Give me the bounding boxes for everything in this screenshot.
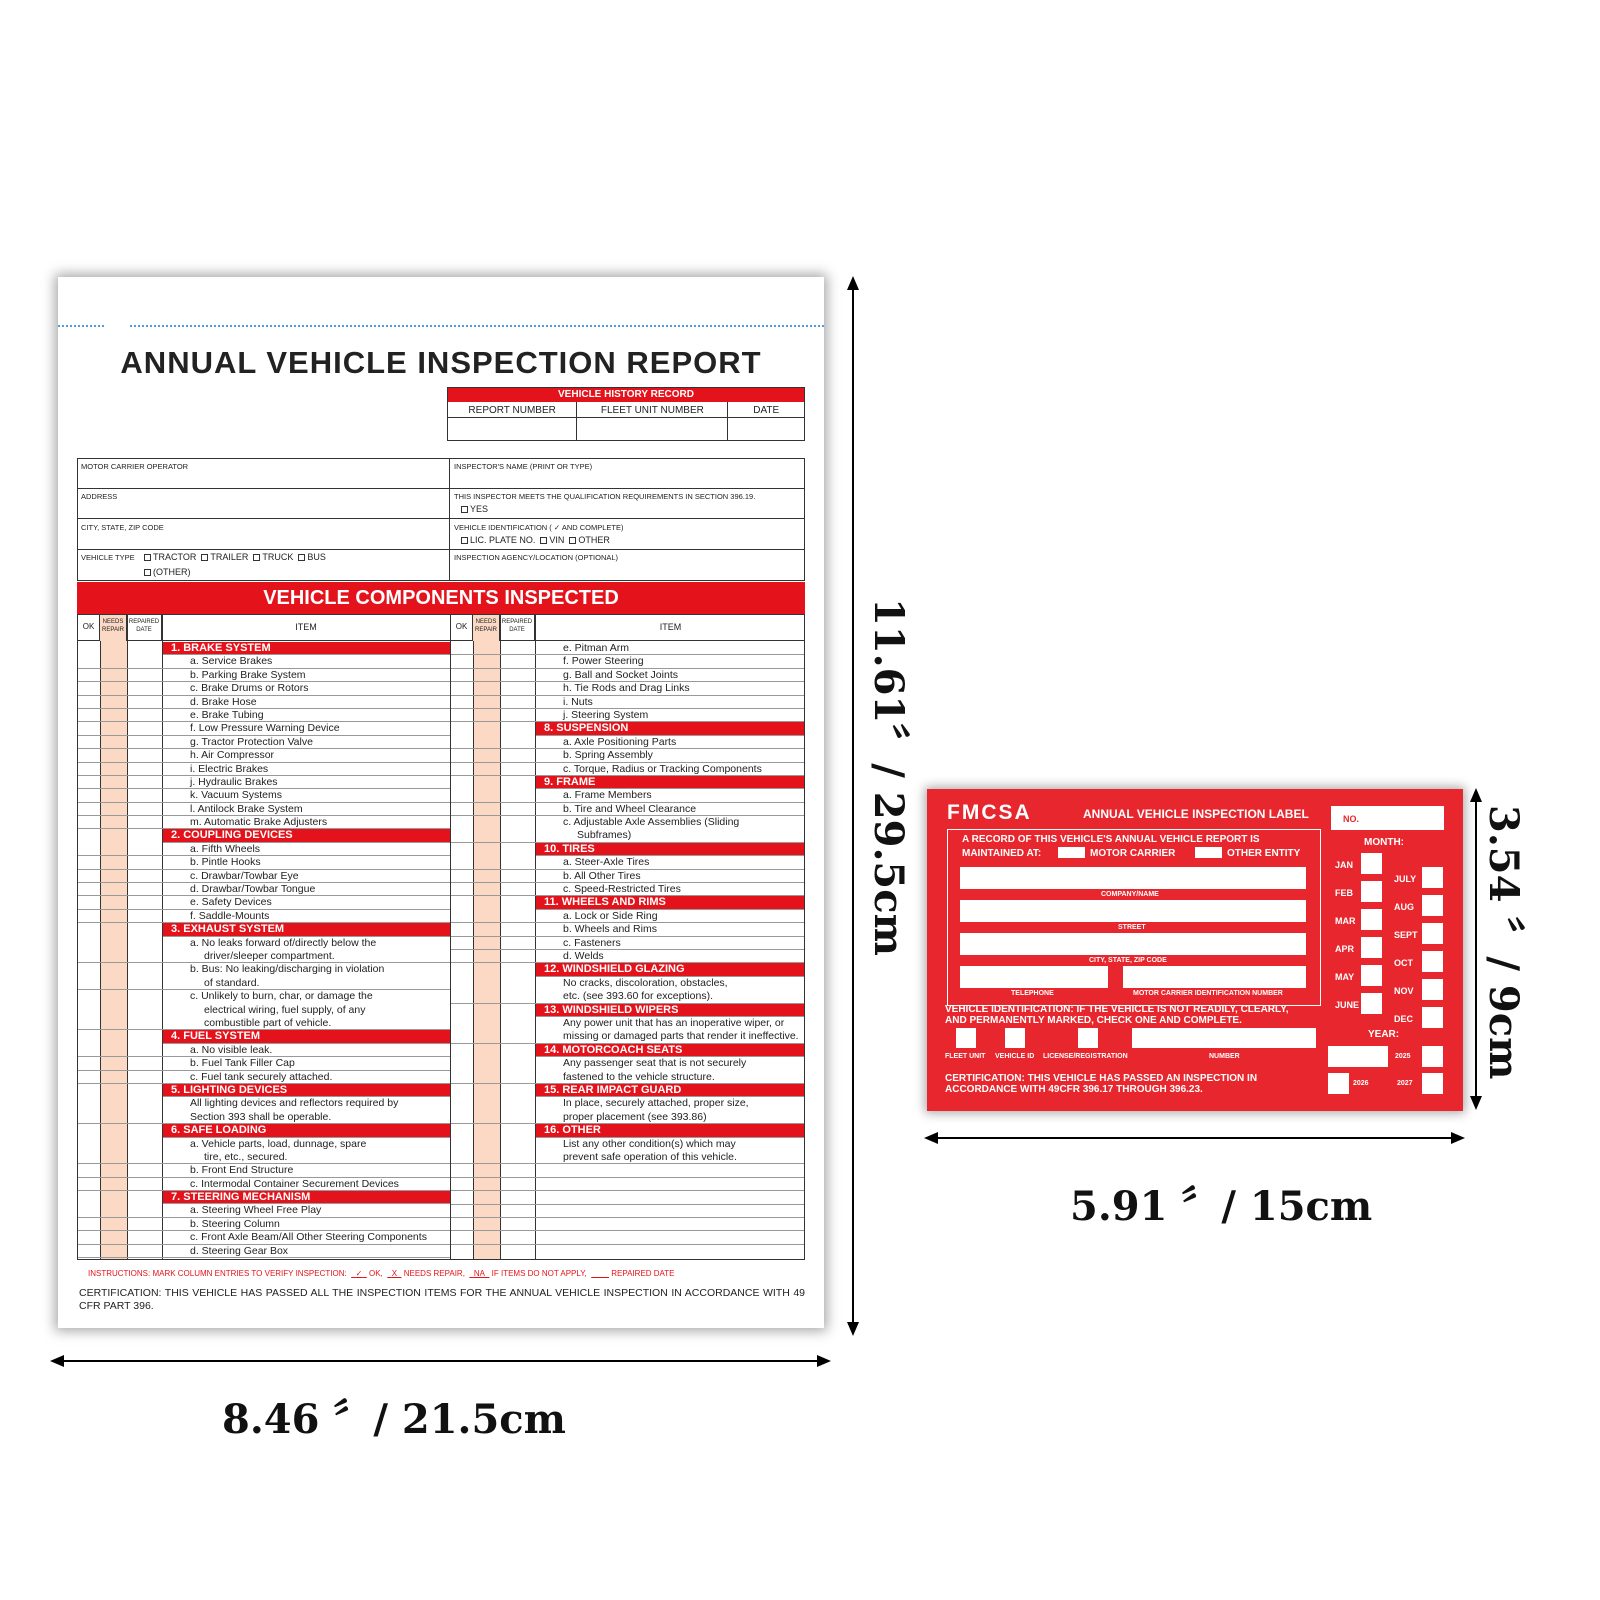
trailer-checkbox[interactable]: TRAILER	[201, 552, 248, 562]
inspection-item-row[interactable]	[451, 763, 805, 776]
section-title: 15. REAR IMPACT GUARD	[544, 1083, 682, 1096]
motor-carrier-id-field[interactable]	[1123, 966, 1306, 988]
item-label: h. Tie Rods and Drag Links	[563, 682, 690, 695]
section-header	[163, 1030, 450, 1043]
item-label: In place, securely attached, proper size,	[563, 1097, 749, 1110]
vehicle-identification-text: VEHICLE IDENTIFICATION: IF THE VEHICLE IS NOT READILY, CLEARLY,	[945, 1004, 1289, 1015]
section-header	[536, 722, 805, 735]
item-label: prevent safe operation of this vehicle.	[563, 1150, 737, 1163]
month-feb-box[interactable]	[1361, 881, 1382, 902]
item-label: c. Drawbar/Towbar Eye	[190, 869, 299, 882]
components-left-column	[78, 615, 450, 1259]
inspection-item-row[interactable]	[78, 1138, 450, 1165]
item-label: e. Brake Tubing	[190, 708, 264, 721]
inspection-item-row[interactable]	[451, 1138, 805, 1165]
vin-checkbox[interactable]: VIN	[540, 535, 564, 545]
perforation-line	[58, 325, 824, 327]
components-right-column	[451, 615, 805, 1259]
item-label: b. Steering Column	[190, 1217, 280, 1230]
section-title: 7. STEERING MECHANISM	[171, 1191, 311, 1204]
section-header	[536, 1004, 805, 1017]
label-number-caption: NO.	[1343, 814, 1360, 824]
month-june-label: JUNE	[1335, 1000, 1360, 1010]
item-label: b. Tire and Wheel Clearance	[563, 802, 697, 815]
section-title: 4. FUEL SYSTEM	[171, 1030, 261, 1043]
inspection-item-row[interactable]	[451, 1218, 805, 1231]
month-july-box[interactable]	[1422, 867, 1443, 888]
section-header	[163, 1084, 450, 1097]
item-label: Subframes)	[577, 829, 632, 842]
item-label: g. Tractor Protection Valve	[190, 735, 313, 748]
item-label: b. Parking Brake System	[190, 668, 306, 681]
month-nov-box[interactable]	[1422, 979, 1443, 1000]
inspection-item-row[interactable]	[451, 655, 805, 668]
item-label: a. Steering Wheel Free Play	[190, 1204, 322, 1217]
label-certification: CERTIFICATION: THIS VEHICLE HAS PASSED AN INSPECTION IN	[945, 1073, 1258, 1084]
item-label: c. Unlikely to burn, char, or damage the	[190, 990, 373, 1003]
inspection-item-row[interactable]	[78, 682, 450, 695]
city-state-zip-field[interactable]	[960, 933, 1306, 955]
item-label: h. Air Compressor	[190, 749, 275, 762]
month-sept-box[interactable]	[1422, 923, 1443, 944]
item-label: b. Bus: No leaking/discharging in violation	[190, 963, 385, 976]
inspection-item-row[interactable]	[451, 1191, 805, 1204]
form-title: ANNUAL VEHICLE INSPECTION REPORT	[120, 345, 762, 380]
qualification-yes-checkbox[interactable]: YES	[461, 504, 488, 514]
components-table	[77, 614, 805, 1260]
item-label: of standard.	[204, 976, 260, 989]
month-oct-label: OCT	[1394, 958, 1413, 968]
section-header	[536, 1044, 805, 1057]
inspection-item-row[interactable]	[451, 1178, 805, 1191]
inspection-item-row[interactable]	[78, 843, 450, 856]
item-label: No cracks, discoloration, obstacles,	[563, 976, 728, 989]
form-height-label: 11.61〞/ 29.5cm	[865, 598, 912, 956]
item-label: b. Fuel Tank Filler Cap	[190, 1057, 295, 1070]
other-id-checkbox[interactable]: OTHER	[569, 535, 610, 545]
inspection-item-row[interactable]	[451, 749, 805, 762]
section-header	[536, 776, 805, 789]
section-header	[163, 829, 450, 842]
month-mar-box[interactable]	[1361, 909, 1382, 930]
inspection-item-row[interactable]	[451, 816, 805, 843]
year-label: YEAR:	[1368, 1029, 1400, 1040]
item-label: j. Steering System	[563, 708, 649, 721]
month-feb-label: FEB	[1335, 888, 1353, 898]
inspection-item-row[interactable]	[78, 696, 450, 709]
city-field[interactable]: CITY, STATE, ZIP CODE	[81, 523, 164, 532]
section-title: 10. TIRES	[544, 842, 595, 855]
identification-number-field[interactable]	[1132, 1028, 1316, 1048]
repaired-date-header: REPAIRED DATE	[127, 615, 162, 641]
inspection-item-row[interactable]	[451, 977, 805, 1004]
section-header	[536, 963, 805, 976]
inspector-name-field[interactable]: INSPECTOR'S NAME (PRINT OR TYPE)	[454, 462, 593, 471]
vehicle-type-label: VEHICLE TYPE	[81, 553, 135, 562]
inspection-item-row[interactable]	[78, 655, 450, 668]
telephone-field[interactable]	[960, 966, 1108, 988]
inspection-item-row[interactable]	[451, 669, 805, 682]
item-label: k. Vacuum Systems	[190, 789, 282, 802]
components-banner: VEHICLE COMPONENTS INSPECTED	[77, 582, 805, 614]
section-title: 1. BRAKE SYSTEM	[171, 642, 271, 654]
inspection-item-row[interactable]	[78, 1097, 450, 1124]
month-label: MONTH:	[1364, 837, 1404, 848]
item-label: f. Saddle-Mounts	[190, 909, 270, 922]
inspection-item-row[interactable]	[78, 1218, 450, 1231]
label-brand: FMCSA	[947, 801, 1032, 824]
month-may-label: MAY	[1335, 972, 1355, 982]
item-label: c. Fuel tank securely attached.	[190, 1070, 333, 1083]
item-label: All lighting devices and reflectors required by	[190, 1097, 399, 1110]
item-label: tire, etc., secured.	[204, 1150, 288, 1163]
bus-checkbox[interactable]: BUS	[298, 552, 326, 562]
needs-repair-header: NEEDS REPAIR	[100, 615, 127, 641]
date-field[interactable]: DATE	[728, 402, 804, 440]
item-label: List any other condition(s) which may	[563, 1137, 736, 1150]
inspection-item-row[interactable]	[78, 1204, 450, 1217]
label-width-label: 5.91 〞/ 15cm	[1070, 1183, 1373, 1230]
year-2025-box[interactable]	[1422, 1046, 1443, 1067]
carrier-info-block	[77, 458, 805, 581]
inspection-item-row[interactable]	[78, 749, 450, 762]
section-title: 16. OTHER	[544, 1124, 601, 1137]
item-label: d. Welds	[563, 950, 604, 962]
item-label: a. Frame Members	[563, 789, 652, 802]
item-label: d. Drawbar/Towbar Tongue	[190, 883, 316, 896]
section-title: 12. WINDSHIELD GLAZING	[544, 963, 685, 976]
section-header	[163, 1191, 450, 1204]
address-field[interactable]: ADDRESS	[81, 492, 118, 501]
qualification-text: THIS INSPECTOR MEETS THE QUALIFICATION REQUIREMENTS IN SECTION 396.19.	[454, 492, 756, 501]
item-label: i. Electric Brakes	[190, 762, 269, 775]
month-dec-label: DEC	[1394, 1014, 1414, 1024]
item-label: a. Service Brakes	[190, 655, 273, 668]
month-may-box[interactable]	[1361, 965, 1382, 986]
inspection-item-row[interactable]	[451, 696, 805, 709]
section-title: 3. EXHAUST SYSTEM	[171, 923, 285, 936]
motor-carrier-field[interactable]: MOTOR CARRIER OPERATOR	[81, 462, 189, 471]
inspection-item-row[interactable]	[78, 669, 450, 682]
inspection-item-row[interactable]	[78, 1231, 450, 1244]
inspection-item-row[interactable]	[451, 1097, 805, 1124]
ok-header: OK	[451, 615, 473, 641]
item-header: ITEM	[295, 622, 317, 632]
inspection-item-row[interactable]	[451, 642, 805, 655]
inspection-item-row[interactable]	[78, 1057, 450, 1070]
month-aug-label: AUG	[1394, 902, 1414, 912]
item-label: c. Adjustable Axle Assemblies (Sliding	[563, 816, 740, 829]
inspection-item-row[interactable]	[78, 896, 450, 909]
month-dec-box[interactable]	[1422, 1007, 1443, 1028]
inspection-report-form	[58, 277, 824, 1328]
item-label: c. Speed-Restricted Tires	[563, 883, 681, 896]
section-title: 6. SAFE LOADING	[171, 1124, 267, 1137]
item-label: Section 393 shall be operable.	[190, 1110, 332, 1123]
section-header	[163, 923, 450, 936]
record-line: A RECORD OF THIS VEHICLE'S ANNUAL VEHICLE REPORT IS	[962, 834, 1260, 845]
month-july-label: JULY	[1394, 874, 1417, 884]
item-label: b. Pintle Hooks	[190, 856, 261, 869]
item-label: electrical wiring, fuel supply, of any	[204, 1003, 366, 1016]
item-label: c. Fasteners	[563, 936, 621, 949]
fleet-unit-checkbox[interactable]	[956, 1028, 976, 1048]
repaired-date-header: REPAIRED DATE	[500, 615, 535, 641]
arrow-down-icon	[1470, 1096, 1482, 1110]
item-label: d. Steering Gear Box	[190, 1244, 289, 1257]
inspection-item-row[interactable]	[451, 856, 805, 869]
item-label: e. Pitman Arm	[563, 642, 629, 654]
section-header	[163, 642, 450, 655]
section-header	[536, 843, 805, 856]
vehicle-history-record	[447, 387, 805, 441]
needs-repair-header: NEEDS REPAIR	[473, 615, 500, 641]
maintained-at-label: MAINTAINED AT:	[962, 848, 1042, 859]
section-title: 2. COUPLING DEVICES	[171, 829, 293, 842]
inspection-item-row[interactable]	[451, 950, 805, 963]
item-label: a. Steer-Axle Tires	[563, 856, 650, 869]
form-width-label: 8.46 〞/ 21.5cm	[222, 1396, 566, 1443]
vehicle-identification-label: VEHICLE IDENTIFICATION ( ✓ AND COMPLETE)	[454, 523, 624, 532]
inspection-item-row[interactable]	[451, 923, 805, 936]
section-header	[163, 1124, 450, 1137]
label-height-label: 3.54 〞/ 9cm	[1480, 805, 1527, 1080]
month-jan-label: JAN	[1335, 860, 1354, 870]
inspection-item-row[interactable]	[78, 1071, 450, 1084]
item-label: a. Vehicle parts, load, dunnage, spare	[190, 1137, 367, 1150]
section-title: 13. WINDSHIELD WIPERS	[544, 1003, 679, 1016]
inspection-item-row[interactable]	[451, 1164, 805, 1177]
inspection-item-row[interactable]	[78, 789, 450, 802]
inspection-item-row[interactable]	[451, 910, 805, 923]
item-label: f. Power Steering	[563, 655, 644, 668]
tractor-checkbox[interactable]: TRACTOR	[144, 552, 196, 562]
month-oct-box[interactable]	[1422, 951, 1443, 972]
month-mar-label: MAR	[1335, 916, 1356, 926]
inspection-item-row[interactable]	[78, 937, 450, 964]
license-registration-checkbox[interactable]	[1078, 1028, 1098, 1048]
inspection-item-row[interactable]	[78, 709, 450, 722]
inspection-item-row[interactable]	[78, 1044, 450, 1057]
item-label: Any power unit that has an inoperative wiper, or	[563, 1016, 785, 1029]
inspection-item-row[interactable]	[451, 1017, 805, 1044]
inspection-item-row[interactable]	[78, 883, 450, 896]
ok-header: OK	[78, 615, 100, 641]
item-label: a. Axle Positioning Parts	[563, 735, 677, 748]
motor-carrier-checkbox[interactable]	[1058, 847, 1085, 858]
inspection-item-row[interactable]	[451, 870, 805, 883]
truck-checkbox[interactable]: TRUCK	[253, 552, 293, 562]
item-label: c. Torque, Radius or Tracking Components	[563, 762, 762, 775]
month-jan-box[interactable]	[1361, 853, 1382, 874]
inspection-item-row[interactable]	[451, 736, 805, 749]
inspection-item-row[interactable]	[78, 963, 450, 990]
arrow-right-icon	[817, 1355, 831, 1367]
item-label: g. Ball and Socket Joints	[563, 668, 678, 681]
item-label: a. Fifth Wheels	[190, 842, 261, 855]
vehicle-id-checkbox[interactable]	[1005, 1028, 1025, 1048]
inspection-item-row[interactable]	[78, 1164, 450, 1177]
item-label: Any passenger seat that is not securely	[563, 1057, 747, 1070]
section-title: 8. SUSPENSION	[544, 722, 629, 735]
month-sept-label: SEPT	[1394, 930, 1418, 940]
year-field[interactable]	[1328, 1046, 1388, 1067]
instructions-line: INSTRUCTIONS: MARK COLUMN ENTRIES TO VERIFY INSPECTION: ✓ OK, X NEEDS REPAIR, NA IF ITEMS DO NOT APPLY, REPAIRED DATE	[88, 1269, 675, 1278]
arrow-right-icon	[1451, 1132, 1465, 1144]
street-field[interactable]	[960, 900, 1306, 922]
item-label: l. Antilock Brake System	[190, 802, 303, 815]
item-label: b. Front End Structure	[190, 1164, 294, 1177]
inspection-item-row[interactable]	[78, 1178, 450, 1191]
inspection-item-row[interactable]	[78, 736, 450, 749]
inspection-item-row[interactable]	[78, 722, 450, 735]
fleet-unit-number-field[interactable]: FLEET UNIT NUMBER	[577, 402, 728, 440]
item-label: missing or damaged parts that render it ineffective.	[563, 1030, 799, 1043]
inspection-item-row[interactable]	[451, 709, 805, 722]
inspection-label: FMCSA ANNUAL VEHICLE INSPECTION LABEL NO. A RECORD OF THIS VEHICLE'S ANNUAL VEHICLE REPORT IS MAINTAINED AT: MOTOR CARRIER OTHER ENTITY COMPANY/NAME STREET CITY, STATE, ZIP CODE TELEPHONE MOTOR CARRIER IDENTIFICATION NUMBER MONTH: JAN FEB MAR APR MAY JUNE JULY AUG SEPT OCT NOV DEC VEHICLE IDENTIFICATION: IF THE VEHICLE IS NOT READILY, CLEARLY, AND PERMANENTLY MARKED, CHECK ONE AND COMPLETE. FLEET UNIT VEHICLE ID LICENSE/REGISTRATION NUMBER YEAR: 2025 2026 2027 CERTIFICATION: THIS VEHICLE HAS PASSED AN INSPECTION IN ACCORDANCE WITH 49CFR 396.17 THROUGH 396.23.	[927, 789, 1463, 1111]
item-label: etc. (see 393.60 for exceptions).	[563, 990, 713, 1003]
inspection-item-row[interactable]	[451, 883, 805, 896]
month-apr-label: APR	[1335, 944, 1355, 954]
item-label: proper placement (see 393.86)	[563, 1110, 707, 1123]
inspection-item-row[interactable]	[451, 1057, 805, 1084]
item-label: a. No visible leak.	[190, 1043, 273, 1056]
item-label: b. Spring Assembly	[563, 749, 653, 762]
item-label: f. Low Pressure Warning Device	[190, 722, 340, 735]
month-nov-label: NOV	[1394, 986, 1414, 996]
certification-text: CERTIFICATION: THIS VEHICLE HAS PASSED ALL THE INSPECTION ITEMS FOR THE ANNUAL VEHICLE INSPECTION IN ACCORDANCE WITH 49 CFR PART 396.	[79, 1287, 805, 1312]
section-title: 9. FRAME	[544, 775, 596, 788]
inspection-item-row[interactable]	[78, 803, 450, 816]
item-label: e. Safety Devices	[190, 896, 272, 909]
section-header	[536, 1084, 805, 1097]
other-type-checkbox[interactable]: (OTHER)	[144, 567, 191, 577]
other-entity-checkbox[interactable]	[1195, 847, 1222, 858]
inspection-item-row[interactable]	[78, 870, 450, 883]
inspection-item-row[interactable]	[78, 910, 450, 923]
item-label: driver/sleeper compartment.	[204, 949, 335, 962]
month-aug-box[interactable]	[1422, 895, 1443, 916]
inspection-item-row[interactable]	[451, 1205, 805, 1218]
inspection-agency-field[interactable]: INSPECTION AGENCY/LOCATION (OPTIONAL)	[454, 553, 619, 562]
inspection-item-row[interactable]	[78, 990, 450, 1030]
section-header	[536, 896, 805, 909]
section-header	[536, 1124, 805, 1137]
report-number-field[interactable]: REPORT NUMBER	[448, 402, 577, 440]
item-label: a. No leaks forward of/directly below the	[190, 936, 377, 949]
company-name-field[interactable]	[960, 867, 1306, 889]
item-label: c. Front Axle Beam/All Other Steering Components	[190, 1231, 427, 1244]
vehicle-history-heading: VEHICLE HISTORY RECORD	[448, 388, 804, 402]
inspection-item-row[interactable]	[78, 763, 450, 776]
inspection-item-row[interactable]	[78, 776, 450, 789]
arrow-down-icon	[847, 1322, 859, 1336]
inspection-item-row[interactable]	[451, 803, 805, 816]
item-label: d. Brake Hose	[190, 695, 257, 708]
item-label: m. Automatic Brake Adjusters	[190, 816, 328, 829]
label-title: ANNUAL VEHICLE INSPECTION LABEL	[1083, 807, 1309, 821]
item-header: ITEM	[659, 622, 682, 632]
year-2026-box[interactable]	[1328, 1073, 1349, 1094]
month-june-box[interactable]	[1361, 993, 1382, 1014]
inspection-item-row[interactable]	[78, 1245, 450, 1258]
item-label: j. Hydraulic Brakes	[190, 775, 278, 788]
section-title: 11. WHEELS AND RIMS	[544, 896, 666, 909]
item-label: a. Lock or Side Ring	[563, 909, 658, 922]
item-label: b. All Other Tires	[563, 869, 641, 882]
year-2027-box[interactable]	[1422, 1073, 1443, 1094]
inspection-item-row[interactable]	[451, 682, 805, 695]
item-label: i. Nuts	[563, 695, 593, 708]
inspection-item-row[interactable]	[451, 1231, 805, 1244]
month-apr-box[interactable]	[1361, 937, 1382, 958]
lic-plate-checkbox[interactable]: LIC. PLATE NO.	[461, 535, 535, 545]
item-label: c. Brake Drums or Rotors	[190, 682, 309, 695]
item-label: fastened to the vehicle structure.	[563, 1070, 715, 1083]
inspection-item-row[interactable]	[78, 816, 450, 829]
inspection-item-row[interactable]	[451, 937, 805, 950]
item-label: c. Intermodal Container Securement Devices	[190, 1177, 399, 1190]
inspection-item-row[interactable]	[78, 856, 450, 869]
item-label: combustible part of vehicle.	[204, 1016, 332, 1029]
item-label: b. Wheels and Rims	[563, 923, 657, 936]
section-title: 14. MOTORCOACH SEATS	[544, 1043, 683, 1056]
inspection-item-row[interactable]	[451, 789, 805, 802]
section-title: 5. LIGHTING DEVICES	[171, 1083, 288, 1096]
